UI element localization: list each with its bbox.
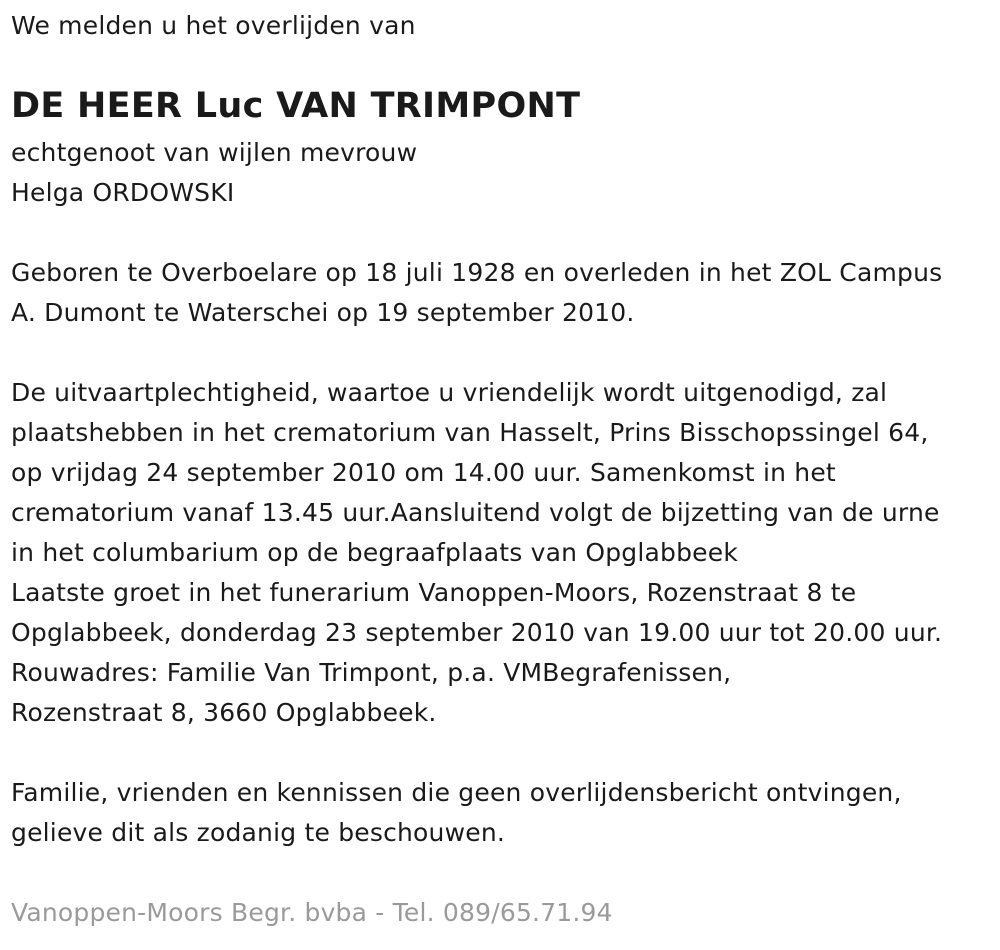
spouse-paragraph bbox=[11, 133, 417, 213]
family-note-paragraph bbox=[11, 773, 902, 853]
ceremony-line: Rouwadres: Familie Van Trimpont, p.a. VMBegrafenissen, bbox=[11, 658, 732, 687]
ceremony-line: Opglabbeek, donderdag 23 september 2010 van 19.00 uur tot 20.00 uur. bbox=[11, 618, 943, 647]
footer-contact: Vanoppen-Moors Begr. bvba - Tel. 089/65.71.94 bbox=[11, 898, 613, 927]
intro-text: We melden u het overlijden van bbox=[11, 11, 416, 40]
family-note-line: gelieve dit als zodanig te beschouwen. bbox=[11, 818, 506, 847]
ceremony-line: crematorium vanaf 13.45 uur.Aansluitend volgt de bijzetting van de urne bbox=[11, 498, 940, 527]
ceremony-line: in het columbarium op de begraafplaats van Opglabbeek bbox=[11, 538, 738, 567]
ceremony-line: Rozenstraat 8, 3660 Opglabbeek. bbox=[11, 698, 437, 727]
spouse-line: Helga ORDOWSKI bbox=[11, 178, 235, 207]
ceremony-paragraph bbox=[11, 373, 942, 733]
ceremony-line: op vrijdag 24 september 2010 om 14.00 uur. Samenkomst in het bbox=[11, 458, 836, 487]
deceased-name: DE HEER Luc VAN TRIMPONT bbox=[11, 86, 581, 126]
ceremony-line: plaatshebben in het crematorium van Hasselt, Prins Bisschopssingel 64, bbox=[11, 418, 929, 447]
birth-death-line: Geboren te Overboelare op 18 juli 1928 en overleden in het ZOL Campus bbox=[11, 258, 943, 287]
ceremony-line: Laatste groet in het funerarium Vanoppen-Moors, Rozenstraat 8 te bbox=[11, 578, 857, 607]
family-note-line: Familie, vrienden en kennissen die geen overlijdensbericht ontvingen, bbox=[11, 778, 902, 807]
ceremony-line: De uitvaartplechtigheid, waartoe u vriendelijk wordt uitgenodigd, zal bbox=[11, 378, 888, 407]
birth-death-line: A. Dumont te Waterschei op 19 september 2010. bbox=[11, 298, 635, 327]
spouse-line: echtgenoot van wijlen mevrouw bbox=[11, 138, 418, 167]
birth-death-paragraph bbox=[11, 253, 942, 333]
